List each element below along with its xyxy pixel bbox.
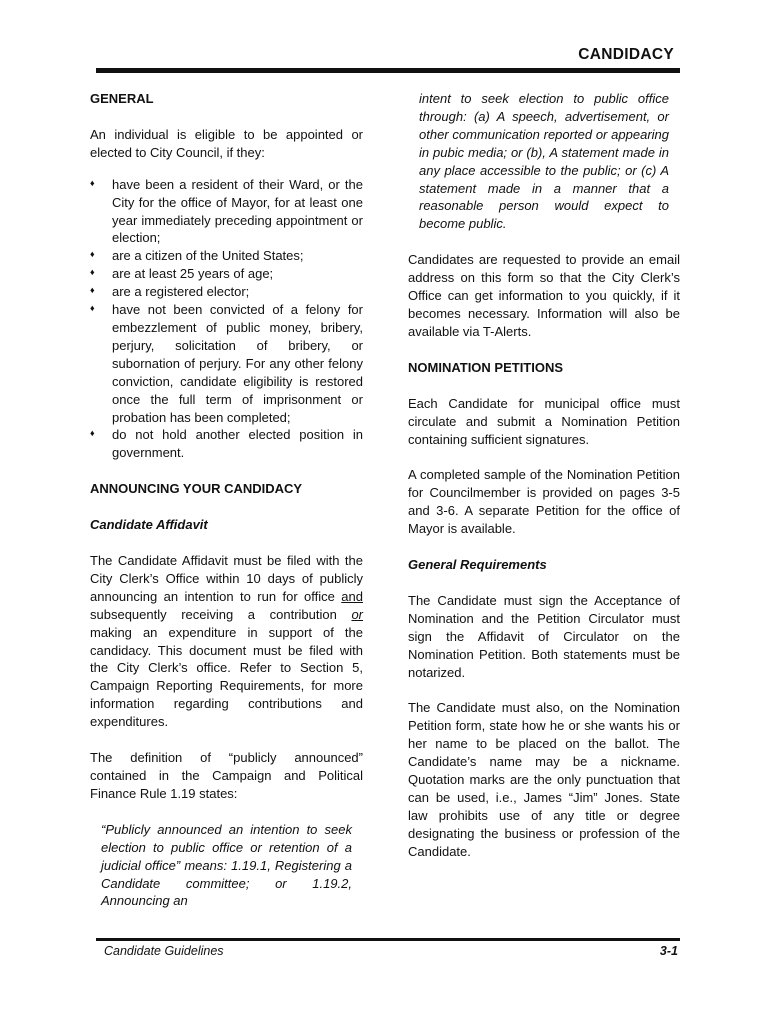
requirements-paragraph-2: The Candidate must also, on the Nomination Petition form, state how he or she wants his or her name to be placed on the ballot. The Candidate’s name may be a nickname. Quotation marks are the only punctuation that can be used, i.e., James “Jim” Jones. State law prohibits use of any title or degree designating the business or profession of the Candidate. [408,700,680,859]
eligibility-list [90,176,363,463]
bullet-icon: ♦ [90,177,95,188]
bullet-icon: ♦ [90,285,95,296]
candidate-affidavit-subheading: Candidate Affidavit [90,517,208,533]
footer-guidelines-label: Candidate Guidelines [104,944,224,958]
right-column [408,90,680,861]
list-item: ♦ are a registered elector; [90,284,250,300]
list-item: ♦ are at least 25 years of age; [90,266,274,282]
rule-quote-continued: intent to seek election to public office through: (a) A speech, advertisement, or other communication reported or appearing in pubic media; or (b), A statement made in any place accessible to the public; or (c) A statement made in a manner that a reasonable person would expect to become public. [419,91,669,232]
email-paragraph: Candidates are requested to provide an email address on this form so that the City Clerk’s Office can get information to you quickly, if it becomes necessary. Information will also be available via T-Alerts. [408,252,680,339]
general-requirements-subheading: General Requirements [408,557,547,573]
definition-paragraph: The definition of “publicly announced” contained in the Campaign and Political Finance Rule 1.19 states: [90,750,363,801]
general-heading: GENERAL [90,91,154,106]
page-header-title: CANDIDACY [578,46,674,63]
bullet-icon: ♦ [90,303,95,314]
list-item: ♦ have been a resident of their Ward, or the City for the office of Mayor, for at least one year immediately preceding appointment or election; [90,176,363,246]
list-item: ♦ have not been convicted of a felony for embezzlement of public money, bribery, perjury, solicitation of bribery, or subornation of perjury. For any other felony conviction, candidate eligibility is restored once the full term of imprisonment or probation has been completed; [90,302,363,425]
eligibility-intro: An individual is eligible to be appointed or elected to City Council, if they: [90,126,363,160]
header-rule [96,68,680,73]
bullet-icon: ♦ [90,428,95,439]
affidavit-paragraph: The Candidate Affidavit must be filed with the City Clerk’s Office within 10 days of publicly announcing an intention to run for office and subsequently receiving a contribution or making an expenditure in support of the candidacy. This document must be filed with the City Clerk’s office. Refer to Section 5, Campaign Reporting Requirements, for more information regarding contributions and expenditures. [90,553,363,730]
left-column [90,90,363,910]
list-item: ♦ do not hold another elected position in government. [90,427,363,461]
announcing-heading: ANNOUNCING YOUR CANDIDACY [90,481,303,497]
footer-rule [96,938,680,941]
bullet-icon: ♦ [90,249,95,260]
page-number: 3-1 [659,944,678,958]
nomination-paragraph-2: A completed sample of the Nomination Petition for Councilmember is provided on pages 3-5 and 3-6. A separate Petition for the office of Mayor is available. [408,467,680,537]
requirements-paragraph-1: The Candidate must sign the Acceptance of Nomination and the Petition Circulator must sign the Affidavit of Circulator on the Nomination Petition. Both statements must be notarized. [408,592,680,680]
rule-quote: “Publicly announced an intention to seek election to public office or retention of a judicial office” means: 1.19.1, Registering a Candidate committee; or 1.19.2, Announcing an [101,821,352,909]
bullet-icon: ♦ [90,267,95,278]
nomination-heading: NOMINATION PETITIONS [408,359,564,375]
list-item: ♦ are a citizen of the United States; [90,248,304,264]
nomination-paragraph-1: Each Candidate for municipal office must circulate and submit a Nomination Petition containing sufficient signatures. [408,395,680,447]
